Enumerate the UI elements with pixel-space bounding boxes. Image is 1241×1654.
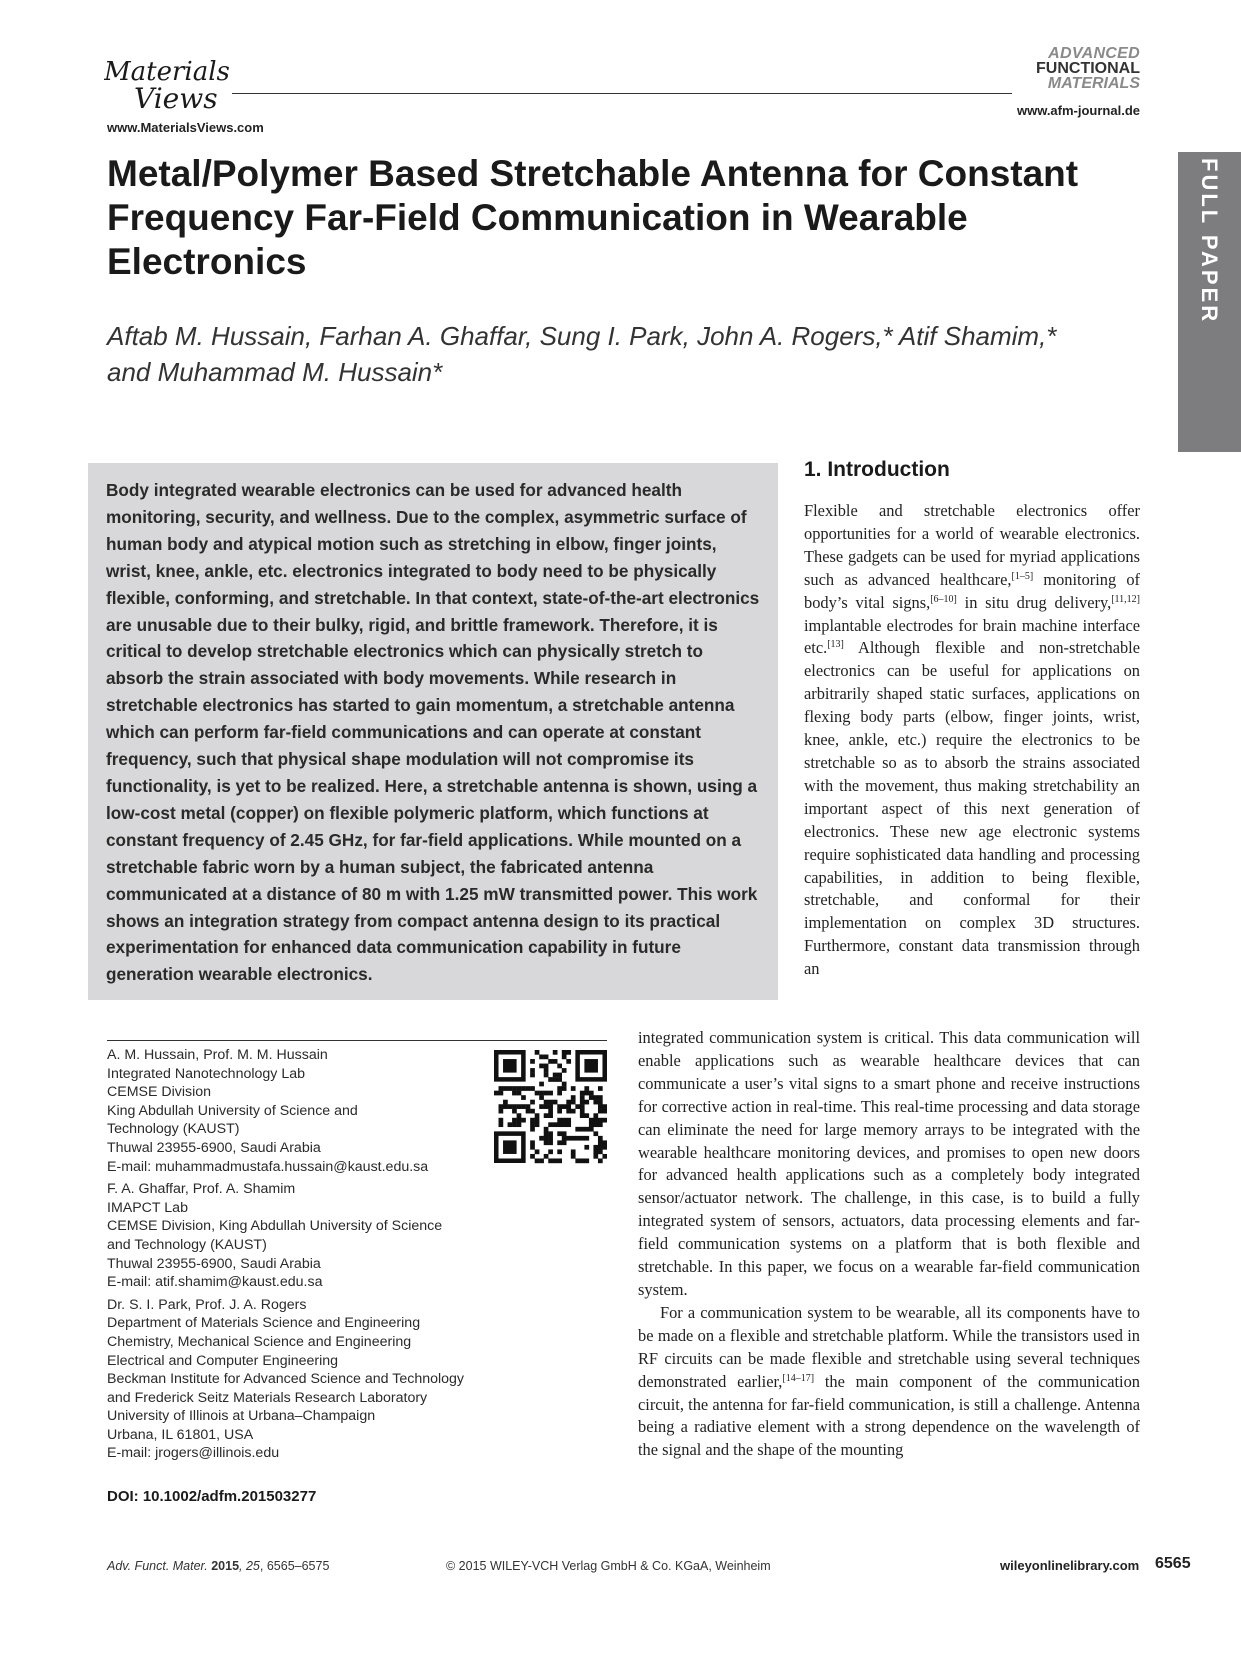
qr-module (517, 1086, 522, 1091)
qr-module (562, 1082, 567, 1087)
materials-views-logo (104, 50, 234, 118)
affiliation-block-2 (107, 1180, 487, 1292)
qr-module (589, 1095, 594, 1100)
citation-ref[interactable]: [1–5] (1011, 570, 1034, 582)
affiliation-email[interactable]: E-mail: muhammadmustafa.hussain@kaust.edu.sa (107, 1158, 429, 1175)
qr-module (548, 1077, 553, 1082)
intro-text: Flexible and stretchable electronics offer opportunities for a world of wearable electronics. These gadgets can be used for myriad applications such as advanced healthcare, (804, 501, 1140, 589)
journal-logo-line1: ADVANCED (1048, 45, 1140, 62)
qr-module (580, 1127, 585, 1132)
qr-module (499, 1109, 504, 1114)
qr-module (557, 1131, 562, 1136)
qr-module (535, 1158, 540, 1163)
qr-module (535, 1122, 540, 1127)
intro-heading: 1. Introduction (804, 458, 950, 481)
citation-ref[interactable]: [13] (827, 639, 844, 651)
qr-module (530, 1068, 535, 1073)
qr-module (575, 1136, 580, 1141)
qr-module (593, 1154, 598, 1159)
qr-module (521, 1095, 526, 1100)
abstract-text: Body integrated wearable electronics can be used for advanced health monitoring, security, and wellness. Due to the complex, asymmetric surface of human body and atypical motion such as stretching in elbow, finger joints, wrist, knee, ankle, etc. electronics integrated to body need to be physically flexible, conforming, and stretchable. In that context, state-of-the-art electronics are unusable due to their bulky, rigid, and brittle framework. Therefore, it is critical to develop stretchable electronics which can physically stretch to absorb the strain associated with body movements. While research in stretchable electronics has started to gain momentum, a stretchable antenna which can perform far-field communications and can operate at constant frequency, such that physical shape modulation will not compromise its functionality, is yet to be realized. Here, a stretchable antenna is shown, using a low-cost metal (copper) on flexible polymeric platform, which functions at constant frequency of 2.45 GHz, for far-field applications. While mounted on a stretchable fabric worn by a human subject, the fabricated antenna communicated at a distance of 80 m with 1.25 mW transmitted power. This work shows an integration strategy from compact antenna design to its practical experimentation for enhanced data communication capability in future generation wearable electronics. (106, 480, 760, 985)
qr-module (557, 1158, 562, 1163)
qr-module (535, 1118, 540, 1123)
qr-module (598, 1140, 603, 1145)
qr-module (557, 1104, 562, 1109)
qr-module (598, 1149, 603, 1154)
qr-module (602, 1154, 607, 1159)
qr-module (544, 1073, 549, 1078)
qr-module (535, 1113, 540, 1118)
qr-module (566, 1136, 571, 1141)
qr-module (589, 1118, 594, 1123)
qr-module (548, 1158, 553, 1163)
qr-module (544, 1140, 549, 1145)
intro-text: the main component of the communication circuit, the antenna for far-field communication, is still a challenge. Antenna being a radiative element with a strong dependence on the wavelength of the signal and the shape of the mounting (638, 1371, 1140, 1460)
qr-module (557, 1091, 562, 1096)
qr-module (512, 1091, 517, 1096)
author-list (107, 318, 1107, 390)
qr-module (580, 1104, 585, 1109)
qr-module (584, 1113, 589, 1118)
qr-module (571, 1109, 576, 1114)
affiliation-line: University of Illinois at Urbana–Champaign (107, 1408, 376, 1425)
qr-module (584, 1145, 589, 1150)
author-line-2: and Muhammad M. Hussain* (107, 357, 443, 387)
qr-module (512, 1118, 517, 1123)
qr-module (548, 1104, 553, 1109)
intro-text: Although flexible and non-stretchable electronics can be useful for applications on arbitrarily shaped static surfaces, applications on flexing body parts (elbow, finger joints, wrist, knee, ankle, etc.) require the electronics to be stretchable so as to absorb the strains associated with the movement, thus making stretchability an important aspect of this next generation of electronics. These new age electronic systems require sophisticated data handling and processing capabilities, in addition to being flexible, stretchable, and conformal for their implementation on complex 3D structures. Furthermore, constant data transmission through an (804, 638, 1140, 979)
doi[interactable]: DOI: 10.1002/adfm.201503277 (107, 1488, 317, 1505)
qr-module (580, 1109, 585, 1114)
qr-module (566, 1109, 571, 1114)
qr-module (539, 1095, 544, 1100)
materials-views-logo-graphic (104, 50, 234, 118)
section-tag: FULL PAPER (1197, 158, 1222, 325)
qr-module (602, 1109, 607, 1114)
qr-module (544, 1104, 549, 1109)
affiliation-line: Thuwal 23955-6900, Saudi Arabia (107, 1139, 321, 1156)
affiliation-line: Chemistry, Mechanical Science and Engineering (107, 1333, 412, 1350)
qr-module (557, 1109, 562, 1114)
qr-module (566, 1050, 571, 1055)
intro-text: For a communication system to be wearable, all its components have to be made on a flexible and stretchable platform. While the transistors used in RF circuits can be made flexible and stretchable using several techniques demonstrated earlier, (638, 1302, 1140, 1391)
qr-module (580, 1113, 585, 1118)
qr-module (580, 1158, 585, 1163)
qr-module (562, 1140, 567, 1145)
qr-module (499, 1086, 504, 1091)
qr-module (548, 1113, 553, 1118)
qr-module (539, 1091, 544, 1096)
affiliation-line: CEMSE Division (107, 1084, 212, 1101)
qr-module (571, 1086, 576, 1091)
qr-module (580, 1100, 585, 1105)
qr-module (598, 1095, 603, 1100)
affiliation-line: and Technology (KAUST) (107, 1236, 267, 1253)
qr-module (530, 1109, 535, 1114)
qr-module (544, 1055, 549, 1060)
qr-module (548, 1149, 553, 1154)
qr-module (598, 1104, 603, 1109)
qr-module (521, 1104, 526, 1109)
intro-wide-column (638, 1027, 1140, 1462)
citation-ref[interactable]: [11,12] (1111, 593, 1140, 605)
qr-module (562, 1136, 567, 1141)
qr-module (544, 1091, 549, 1096)
qr-module (593, 1118, 598, 1123)
qr-module (530, 1059, 535, 1064)
qr-module (598, 1109, 603, 1114)
qr-module (512, 1122, 517, 1127)
qr-module (584, 1091, 589, 1096)
qr-module (598, 1100, 603, 1105)
affiliation-line: Department of Materials Science and Engineering (107, 1315, 421, 1332)
affiliation-line: King Abdullah University of Science and (107, 1102, 358, 1119)
qr-module (553, 1122, 558, 1127)
qr-module (499, 1122, 504, 1127)
qr-finder-inner (503, 1140, 517, 1154)
qr-module (602, 1140, 607, 1145)
qr-module (517, 1113, 522, 1118)
qr-module (548, 1109, 553, 1114)
qr-module (517, 1091, 522, 1096)
qr-finder-inner (584, 1059, 598, 1073)
qr-module (508, 1104, 513, 1109)
qr-module (499, 1091, 504, 1096)
qr-module (526, 1104, 531, 1109)
qr-module (499, 1118, 504, 1123)
intro-paragraph-1-part-1 (804, 500, 1140, 981)
qr-module (562, 1086, 567, 1091)
qr-module (562, 1122, 567, 1127)
qr-module (602, 1145, 607, 1150)
affiliation-line: Electrical and Computer Engineering (107, 1352, 339, 1369)
qr-module (539, 1055, 544, 1060)
qr-module (557, 1077, 562, 1082)
affiliation-line: Beckman Institute for Advanced Science and Technology (107, 1371, 465, 1388)
intro-text: monitoring of body’s vital signs, (804, 569, 1140, 612)
qr-module (526, 1086, 531, 1091)
intro-paragraph-1-part-2: integrated communication system is critical. This data communication will enable applications such as wearable healthcare devices that can communicate a user’s vital signs to a smart phone and receive instructions for corrective action in real-time. This real-time processing and data storage can eliminate the need for large memory arrays to be integrated with the wearable healthcare monitoring devices, and promises to open new doors for advanced health applications such as a completely body integrated sensor/actuator network. The challenge, in this case, is to build a fully integrated system of sensors, actuators, data processing elements and far-field communication systems on a platform that is both flexible and stretchable. In this paper, we focus on a wearable far-field communication system. (638, 1028, 1140, 1299)
qr-module (557, 1118, 562, 1123)
intro-text: in situ drug delivery, (956, 592, 1112, 612)
qr-module (512, 1104, 517, 1109)
qr-module (562, 1050, 567, 1055)
qr-module (494, 1091, 499, 1096)
qr-module (562, 1068, 567, 1073)
qr-module (580, 1136, 585, 1141)
affiliation-line: A. M. Hussain, Prof. M. M. Hussain (107, 1047, 328, 1063)
qr-module (530, 1154, 535, 1159)
qr-module (562, 1118, 567, 1123)
qr-module (566, 1104, 571, 1109)
footer-journal-abbrev: Adv. Funct. Mater. (107, 1559, 208, 1573)
qr-module (575, 1127, 580, 1132)
affiliation-email[interactable]: E-mail: atif.shamim@kaust.edu.sa (107, 1274, 323, 1291)
qr-module (598, 1145, 603, 1150)
logo-word-materials: Materials (104, 57, 230, 87)
qr-module (593, 1145, 598, 1150)
qr-module (539, 1064, 544, 1069)
journal-logo (990, 46, 1140, 91)
qr-module (544, 1064, 549, 1069)
affiliation-line: F. A. Ghaffar, Prof. A. Shamim (107, 1181, 296, 1198)
qr-module (598, 1136, 603, 1141)
qr-module (598, 1086, 603, 1091)
affiliation-line: IMAPCT Lab (107, 1199, 188, 1216)
affiliation-rule (107, 1040, 607, 1041)
qr-module (548, 1136, 553, 1141)
qr-module (562, 1055, 567, 1060)
qr-finder-inner (503, 1059, 517, 1073)
qr-module (508, 1086, 513, 1091)
qr-module (508, 1122, 513, 1127)
qr-module (503, 1104, 508, 1109)
qr-module (571, 1100, 576, 1105)
qr-module (553, 1100, 558, 1105)
qr-module (544, 1154, 549, 1159)
qr-module (557, 1064, 562, 1069)
qr-module (544, 1136, 549, 1141)
affiliation-block-1 (107, 1046, 487, 1176)
qr-module (598, 1118, 603, 1123)
qr-module (562, 1131, 567, 1136)
materials-views-url[interactable]: www.MaterialsViews.com (107, 120, 264, 135)
qr-module (566, 1122, 571, 1127)
qr-module (517, 1118, 522, 1123)
qr-module (544, 1113, 549, 1118)
qr-module (557, 1086, 562, 1091)
qr-module (526, 1109, 531, 1114)
qr-module (584, 1086, 589, 1091)
header-rule (232, 93, 1012, 94)
qr-module (521, 1086, 526, 1091)
qr-module (553, 1073, 558, 1078)
qr-module (530, 1073, 535, 1078)
qr-module (571, 1136, 576, 1141)
qr-module (544, 1127, 549, 1132)
qr-module (562, 1104, 567, 1109)
qr-module (584, 1127, 589, 1132)
qr-module (580, 1091, 585, 1096)
qr-module (557, 1140, 562, 1145)
qr-module (580, 1095, 585, 1100)
qr-module (566, 1100, 571, 1105)
qr-module (589, 1122, 594, 1127)
qr-module (548, 1140, 553, 1145)
journal-logo-line3: MATERIALS (1047, 75, 1140, 92)
affiliation-line: Integrated Nanotechnology Lab (107, 1065, 305, 1082)
qr-module (602, 1104, 607, 1109)
qr-module (575, 1158, 580, 1163)
qr-module (544, 1100, 549, 1105)
qr-module (530, 1127, 535, 1132)
journal-logo-line2: FUNCTIONAL (1036, 60, 1140, 77)
affiliation-email[interactable]: E-mail: jrogers@illinois.edu (107, 1445, 280, 1462)
footer-copyright: © 2015 WILEY-VCH Verlag GmbH & Co. KGaA, Weinheim (446, 1559, 771, 1573)
qr-module (584, 1158, 589, 1163)
qr-code[interactable] (494, 1050, 607, 1164)
qr-module (544, 1131, 549, 1136)
footer-citation: Adv. Funct. Mater. 2015, 25, 6565–6575 (107, 1559, 330, 1573)
qr-module (548, 1122, 553, 1127)
qr-module (593, 1095, 598, 1100)
qr-module (512, 1086, 517, 1091)
affiliation-line: Thuwal 23955-6900, Saudi Arabia (107, 1255, 321, 1272)
affiliations (107, 1046, 487, 1467)
qr-module (548, 1091, 553, 1096)
citation-ref[interactable]: [14–17] (782, 1372, 815, 1384)
qr-module (521, 1118, 526, 1123)
qr-module (602, 1118, 607, 1123)
qr-module (503, 1086, 508, 1091)
article-title: Metal/Polymer Based Stretchable Antenna for Constant Frequency Far-Field Communication in Wearable Electronics (107, 153, 1079, 282)
qr-module (566, 1118, 571, 1123)
intro-text: implantable electrodes for brain machine interface etc. (804, 615, 1140, 658)
affiliation-line: CEMSE Division, King Abdullah University of Science (107, 1218, 443, 1235)
qr-module (530, 1145, 535, 1150)
qr-module (589, 1127, 594, 1132)
qr-module (593, 1122, 598, 1127)
section-tag-band (1178, 152, 1241, 452)
qr-module (517, 1104, 522, 1109)
qr-module (557, 1122, 562, 1127)
qr-module (539, 1158, 544, 1163)
qr-module (593, 1149, 598, 1154)
qr-module (503, 1100, 508, 1105)
qr-module (571, 1149, 576, 1154)
qr-module (539, 1104, 544, 1109)
intro-paragraph-2 (638, 1302, 1140, 1462)
qr-module (598, 1158, 603, 1163)
qr-module (535, 1050, 540, 1055)
affiliation-line: and Frederick Seitz Materials Research Laboratory (107, 1389, 428, 1406)
affiliation-line: Dr. S. I. Park, Prof. J. A. Rogers (107, 1296, 307, 1313)
qr-module (548, 1100, 553, 1105)
qr-module (512, 1109, 517, 1114)
qr-module (598, 1122, 603, 1127)
qr-module (566, 1059, 571, 1064)
qr-module (571, 1095, 576, 1100)
qr-module (593, 1113, 598, 1118)
qr-module (530, 1140, 535, 1145)
qr-module (530, 1086, 535, 1091)
footer-pages: , 6565–6575 (259, 1559, 330, 1573)
qr-module (557, 1149, 562, 1154)
logo-word-views: Views (134, 82, 218, 115)
footer-site[interactable]: wileyonlinelibrary.com (1000, 1558, 1140, 1573)
qr-module (575, 1104, 580, 1109)
qr-module (553, 1050, 558, 1055)
qr-module (530, 1100, 535, 1105)
qr-module (589, 1091, 594, 1096)
author-line-1: Aftab M. Hussain, Farhan A. Ghaffar, Sung I. Park, John A. Rogers,* Atif Shamim,* (107, 321, 1057, 351)
qr-module (517, 1122, 522, 1127)
footer-year: 2015 (211, 1559, 240, 1573)
qr-module (535, 1091, 540, 1096)
abstract-box (88, 463, 778, 1000)
page-number: 6565 (1155, 1555, 1191, 1572)
qr-module (539, 1136, 544, 1141)
qr-module (553, 1158, 558, 1163)
qr-module (499, 1104, 504, 1109)
qr-code-graphic (494, 1050, 607, 1164)
qr-module (584, 1136, 589, 1141)
qr-module (553, 1077, 558, 1082)
qr-module (544, 1068, 549, 1073)
qr-module (535, 1149, 540, 1154)
affiliation-line: Technology (KAUST) (107, 1121, 240, 1138)
qr-module (571, 1154, 576, 1159)
footer-volume: 25 (245, 1559, 260, 1573)
qr-module (593, 1131, 598, 1136)
qr-module (548, 1059, 553, 1064)
qr-module (539, 1082, 544, 1087)
affiliation-block-3 (107, 1296, 487, 1463)
qr-module (553, 1059, 558, 1064)
qr-module (530, 1122, 535, 1127)
qr-module (530, 1118, 535, 1123)
qr-module (593, 1100, 598, 1105)
qr-module (557, 1073, 562, 1078)
affiliation-line: Urbana, IL 61801, USA (107, 1426, 254, 1443)
qr-module (584, 1100, 589, 1105)
citation-ref[interactable]: [6–10] (930, 593, 957, 605)
journal-url[interactable]: www.afm-journal.de (1016, 103, 1140, 118)
qr-module (548, 1131, 553, 1136)
